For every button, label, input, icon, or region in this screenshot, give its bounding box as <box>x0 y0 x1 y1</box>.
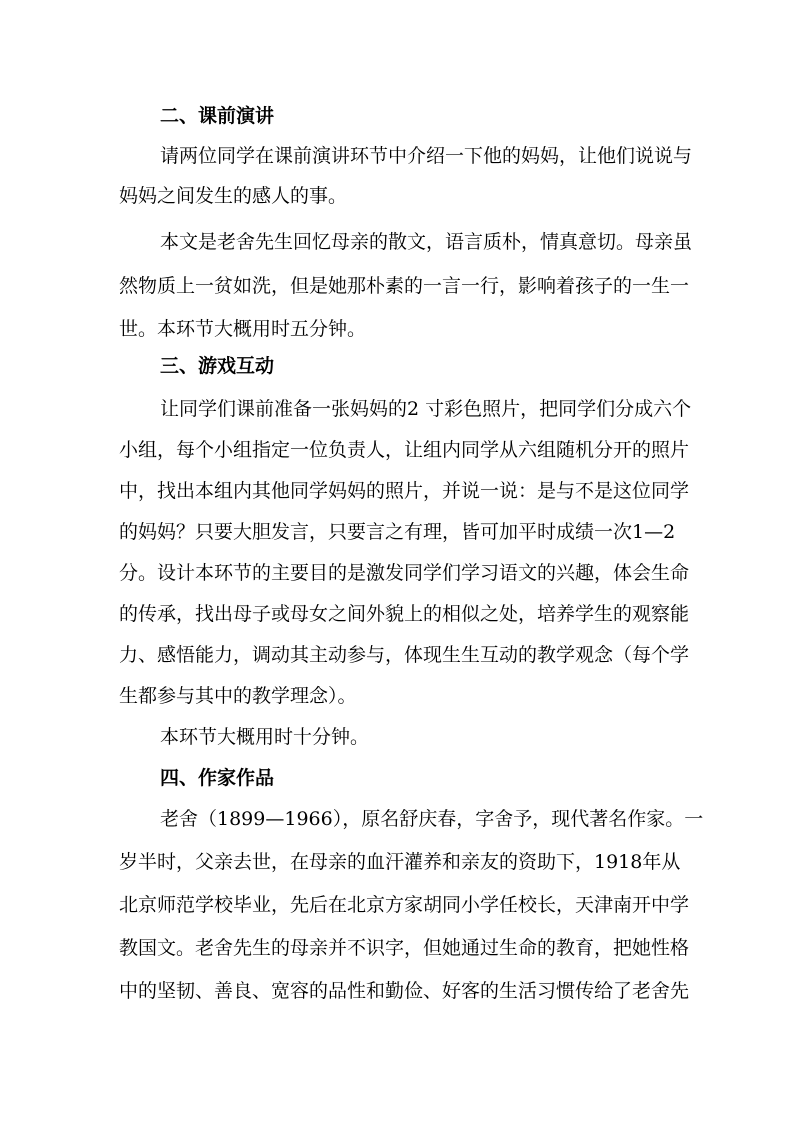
paragraph-line: 世。本环节大概用时五分钟。 <box>119 318 367 340</box>
section-heading-4: 四、作家作品 <box>160 767 275 789</box>
paragraph-line: 教国文。老舍先生的母亲并不识字，但她通过生命的教育，把她性格 <box>119 937 690 959</box>
paragraph-line: 生都参与其中的教学理念）。 <box>119 685 357 707</box>
paragraph-line: 力、感悟能力，调动其主动参与，体现生生互动的教学观念（每个学 <box>119 644 690 666</box>
section-heading-2: 二、课前演讲 <box>160 105 275 127</box>
paragraph-line: 的妈妈？只要大胆发言，只要言之有理，皆可加平时成绩一次1—2 <box>119 521 676 543</box>
paragraph-line: 岁半时，父亲去世，在母亲的血汗灌养和亲友的资助下，1918年从 <box>119 851 681 873</box>
paragraph-line: 中的坚韧、善良、宽容的品性和勤俭、好客的生活习惯传给了老舍先 <box>119 980 690 1002</box>
section-heading-3: 三、游戏互动 <box>160 355 275 377</box>
paragraph-line: 老舍（1899—1966），原名舒庆春，字舍予，现代著名作家。一 <box>160 808 704 830</box>
paragraph-line: 北京师范学校毕业，先后在北京方家胡同小学任校长，天津南开中学 <box>119 894 690 916</box>
paragraph-line: 然物质上一贫如洗，但是她那朴素的一言一行，影响着孩子的一生一 <box>119 275 690 297</box>
paragraph-line: 本环节大概用时十分钟。 <box>160 726 370 748</box>
paragraph-line: 中，找出本组内其他同学妈妈的照片，并说一说：是与不是这位同学 <box>119 480 690 502</box>
paragraph-line: 的传承，找出母子或母女之间外貌上的相似之处，培养学生的观察能 <box>119 603 690 625</box>
paragraph-line: 分。设计本环节的主要目的是激发同学们学习语文的兴趣，体会生命 <box>119 562 690 584</box>
paragraph-line: 妈妈之间发生的感人的事。 <box>119 185 348 207</box>
paragraph-line: 请两位同学在课前演讲环节中介绍一下他的妈妈，让他们说说与 <box>160 145 693 167</box>
paragraph-line: 本文是老舍先生回忆母亲的散文，语言质朴，情真意切。母亲虽 <box>160 231 693 253</box>
paragraph-line: 让同学们课前准备一张妈妈的2 寸彩色照片，把同学们分成六个 <box>160 398 692 420</box>
paragraph-line: 小组，每个小组指定一位负责人，让组内同学从六组随机分开的照片 <box>119 439 690 461</box>
